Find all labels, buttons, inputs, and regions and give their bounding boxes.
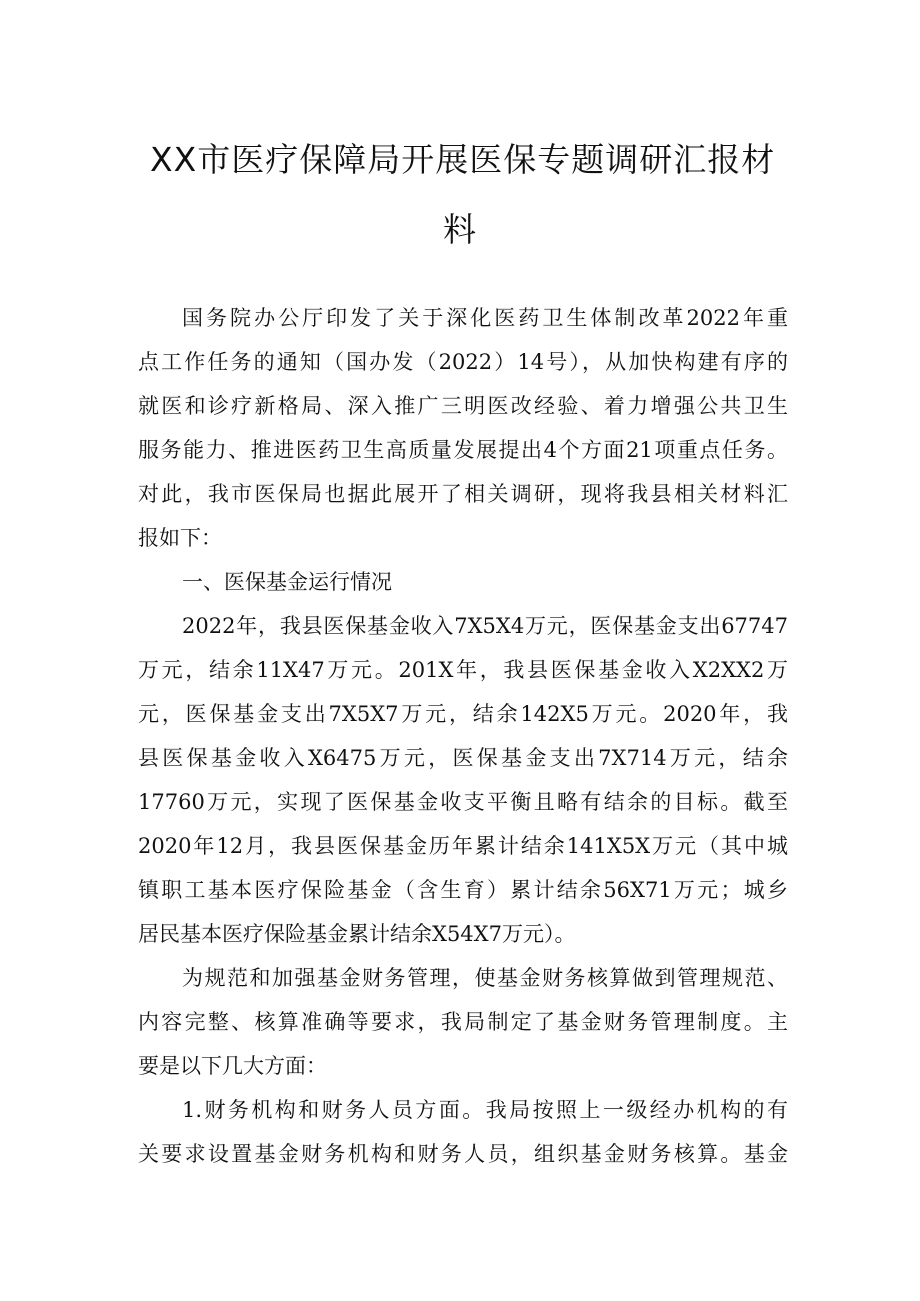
document-title-line-1: XX市医疗保障局开展医保专题调研汇报材 <box>150 140 776 179</box>
paragraph-line: 县医保基金收入X6475万元，医保基金支出7X714万元，结余 <box>138 746 788 770</box>
intro-line: 国务院办公厅印发了关于深化医药卫生体制改革2022年重 <box>182 306 788 330</box>
intro-line: 就医和诊疗新格局、深入推广三明医改经验、着力增强公共卫生 <box>138 394 788 418</box>
section-heading: 一、医保基金运行情况 <box>182 570 392 594</box>
document-title-line-2: 料 <box>443 210 477 249</box>
paragraph-line: 2022年，我县医保基金收入7X5X4万元，医保基金支出67747 <box>182 614 788 638</box>
paragraph-line: 1.财务机构和财务人员方面。我局按照上一级经办机构的有 <box>182 1098 788 1122</box>
intro-line: 服务能力、推进医药卫生高质量发展提出4个方面21项重点任务。 <box>138 438 788 462</box>
paragraph-line: 居民基本医疗保险基金累计结余X54X7万元）。 <box>138 922 576 946</box>
paragraph-line: 镇职工基本医疗保险基金（含生育）累计结余56X71万元；城乡 <box>138 878 788 902</box>
paragraph-line: 为规范和加强基金财务管理，使基金财务核算做到管理规范、 <box>182 966 788 990</box>
intro-line: 对此，我市医保局也据此展开了相关调研，现将我县相关材料汇 <box>138 482 788 506</box>
paragraph-line: 万元，结余11X47万元。201X年，我县医保基金收入X2XX2万 <box>138 658 788 682</box>
paragraph-line: 2020年12月，我县医保基金历年累计结余141X5X万元（其中城 <box>138 834 788 858</box>
intro-line: 点工作任务的通知（国办发（2022）14号），从加快构建有序的 <box>138 350 788 374</box>
intro-line: 报如下： <box>138 526 222 550</box>
paragraph-line: 元，医保基金支出7X5X7万元，结余142X5万元。2020年，我 <box>138 702 788 726</box>
paragraph-line: 要是以下几大方面： <box>138 1054 327 1078</box>
paragraph-line: 17760万元，实现了医保基金收支平衡且略有结余的目标。截至 <box>138 790 788 814</box>
paragraph-line: 关要求设置基金财务机构和财务人员，组织基金财务核算。基金 <box>138 1142 788 1166</box>
paragraph-line: 内容完整、核算准确等要求，我局制定了基金财务管理制度。主 <box>138 1010 788 1034</box>
